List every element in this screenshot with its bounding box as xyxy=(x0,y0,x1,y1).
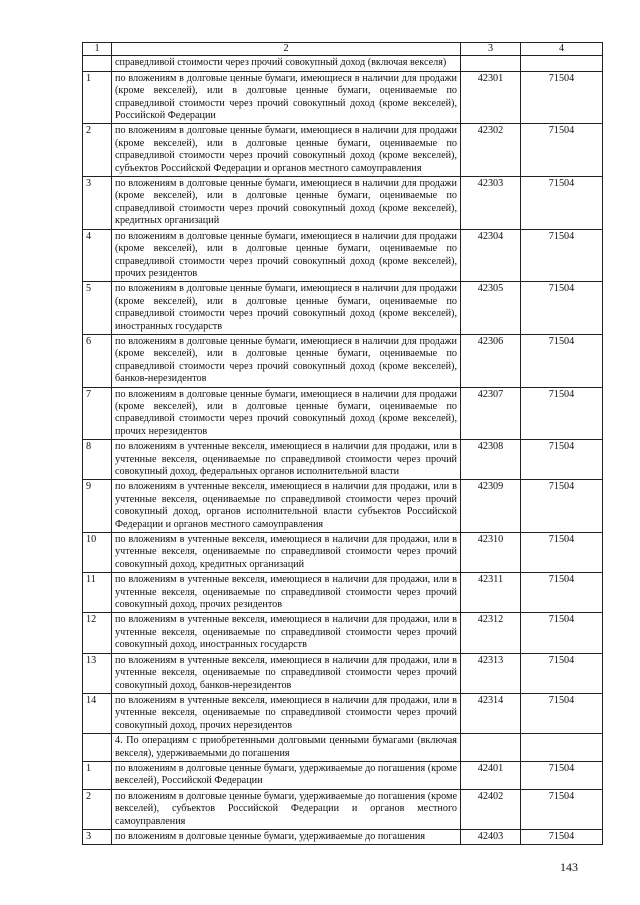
table-row xyxy=(83,789,603,829)
row-number-cell: 14 xyxy=(83,693,112,733)
account-code-cell: 42314 xyxy=(461,693,521,733)
column-header: 2 xyxy=(112,43,461,56)
account-code-cell: 42304 xyxy=(461,229,521,282)
row-number-cell: 6 xyxy=(83,334,112,387)
table-row xyxy=(83,613,603,653)
row-number-cell: 8 xyxy=(83,440,112,480)
symbol-code-cell: 71504 xyxy=(521,440,603,480)
description-cell: по вложениям в долговые ценные бумаги, имеющиеся в наличии для продажи (кроме векселей), или в долговые ценные бумаги, оцениваемые по справедливой стоимости через прочий совокупный доход (кроме векселей), субъектов Российской Федерации и органов местного самоуправления xyxy=(112,124,461,177)
symbol-code-cell: 71504 xyxy=(521,71,603,124)
symbol-code-cell: 71504 xyxy=(521,653,603,693)
account-code-cell: 42311 xyxy=(461,573,521,613)
table-row xyxy=(83,440,603,480)
description-cell: по вложениям в учтенные векселя, имеющиеся в наличии для продажи, или в учтенные векселя, оцениваемые по справедливой стоимости через прочий совокупный доход, прочих нерезидентов xyxy=(112,693,461,733)
row-number-cell xyxy=(83,734,112,762)
symbol-code-cell xyxy=(521,734,603,762)
row-number-cell: 4 xyxy=(83,229,112,282)
symbol-code-cell: 71504 xyxy=(521,533,603,573)
account-code-cell xyxy=(461,56,521,71)
row-number-cell: 12 xyxy=(83,613,112,653)
account-code-cell: 42302 xyxy=(461,124,521,177)
row-number-cell: 3 xyxy=(83,177,112,230)
column-header: 3 xyxy=(461,43,521,56)
table-row xyxy=(83,124,603,177)
description-cell: по вложениям в долговые ценные бумаги, имеющиеся в наличии для продажи (кроме векселей), или в долговые ценные бумаги, оцениваемые по справедливой стоимости через прочий совокупный доход (кроме векселей), кредитных организаций xyxy=(112,177,461,230)
description-cell: по вложениям в учтенные векселя, имеющиеся в наличии для продажи, или в учтенные векселя, оцениваемые по справедливой стоимости через прочий совокупный доход, иностранных государств xyxy=(112,613,461,653)
symbol-code-cell: 71504 xyxy=(521,693,603,733)
row-number-cell: 2 xyxy=(83,789,112,829)
description-cell: по вложениям в долговые ценные бумаги, имеющиеся в наличии для продажи (кроме векселей), или в долговые ценные бумаги, оцениваемые по справедливой стоимости через прочий совокупный доход (кроме векселей), Российской Федерации xyxy=(112,71,461,124)
table-body xyxy=(83,56,603,845)
account-code-cell: 42313 xyxy=(461,653,521,693)
symbol-code-cell: 71504 xyxy=(521,334,603,387)
description-cell: по вложениям в учтенные векселя, имеющиеся в наличии для продажи, или в учтенные векселя, оцениваемые по справедливой стоимости через прочий совокупный доход, прочих резидентов xyxy=(112,573,461,613)
row-number-cell: 5 xyxy=(83,282,112,335)
description-cell: по вложениям в долговые ценные бумаги, имеющиеся в наличии для продажи (кроме векселей), или в долговые ценные бумаги, оцениваемые по справедливой стоимости через прочий совокупный доход (кроме векселей), банков-нерезидентов xyxy=(112,334,461,387)
description-cell: по вложениям в долговые ценные бумаги, имеющиеся в наличии для продажи (кроме векселей), или в долговые ценные бумаги, оцениваемые по справедливой стоимости через прочий совокупный доход (кроме векселей), прочих нерезидентов xyxy=(112,387,461,440)
table-row xyxy=(83,533,603,573)
column-header: 4 xyxy=(521,43,603,56)
account-code-cell: 42402 xyxy=(461,789,521,829)
description-cell: 4. По операциям с приобретенными долговыми ценными бумагами (включая векселя), удерживаемыми до погашения xyxy=(112,734,461,762)
description-cell: по вложениям в учтенные векселя, имеющиеся в наличии для продажи, или в учтенные векселя, оцениваемые по справедливой стоимости через прочий совокупный доход, органов исполнительной власти субъектов Российской Федерации и органов местного самоуправления xyxy=(112,480,461,533)
description-cell: по вложениям в учтенные векселя, имеющиеся в наличии для продажи, или в учтенные векселя, оцениваемые по справедливой стоимости через прочий совокупный доход, федеральных органов исполнительной власти xyxy=(112,440,461,480)
symbol-code-cell: 71504 xyxy=(521,789,603,829)
account-code-cell: 42301 xyxy=(461,71,521,124)
symbol-code-cell: 71504 xyxy=(521,282,603,335)
symbol-code-cell: 71504 xyxy=(521,573,603,613)
symbol-code-cell: 71504 xyxy=(521,177,603,230)
section-heading-row xyxy=(83,734,603,762)
table-row xyxy=(83,480,603,533)
table-row xyxy=(83,334,603,387)
description-cell: по вложениям в учтенные векселя, имеющиеся в наличии для продажи, или в учтенные векселя, оцениваемые по справедливой стоимости через прочий совокупный доход, кредитных организаций xyxy=(112,533,461,573)
account-code-cell: 42312 xyxy=(461,613,521,653)
table-row xyxy=(83,829,603,844)
description-cell: справедливой стоимости через прочий совокупный доход (включая векселя) xyxy=(112,56,461,71)
symbol-code-cell xyxy=(521,56,603,71)
symbol-code-cell: 71504 xyxy=(521,829,603,844)
table-row xyxy=(83,387,603,440)
table-row xyxy=(83,71,603,124)
table-row xyxy=(83,573,603,613)
row-number-cell: 13 xyxy=(83,653,112,693)
account-code-cell: 42306 xyxy=(461,334,521,387)
description-cell: по вложениям в долговые ценные бумаги, имеющиеся в наличии для продажи (кроме векселей), или в долговые ценные бумаги, оцениваемые по справедливой стоимости через прочий совокупный доход (кроме векселей), прочих резидентов xyxy=(112,229,461,282)
row-number-cell: 7 xyxy=(83,387,112,440)
symbol-code-cell: 71504 xyxy=(521,124,603,177)
symbol-code-cell: 71504 xyxy=(521,229,603,282)
symbol-code-cell: 71504 xyxy=(521,387,603,440)
row-number-cell: 1 xyxy=(83,761,112,789)
table-row xyxy=(83,229,603,282)
row-number-cell: 2 xyxy=(83,124,112,177)
account-code-cell: 42401 xyxy=(461,761,521,789)
account-code-cell: 42403 xyxy=(461,829,521,844)
column-header: 1 xyxy=(83,43,112,56)
description-cell: по вложениям в долговые ценные бумаги, удерживаемые до погашения (кроме векселей), Российской Федерации xyxy=(112,761,461,789)
description-cell: по вложениям в долговые ценные бумаги, удерживаемые до погашения xyxy=(112,829,461,844)
description-cell: по вложениям в долговые ценные бумаги, удерживаемые до погашения (кроме векселей), субъектов Российской Федерации и органов местного самоуправления xyxy=(112,789,461,829)
section-heading-row xyxy=(83,56,603,71)
account-code-cell: 42303 xyxy=(461,177,521,230)
accounts-table xyxy=(82,42,603,845)
account-code-cell: 42308 xyxy=(461,440,521,480)
row-number-cell: 1 xyxy=(83,71,112,124)
account-code-cell: 42310 xyxy=(461,533,521,573)
table-row xyxy=(83,653,603,693)
row-number-cell: 3 xyxy=(83,829,112,844)
table-header-row xyxy=(83,43,603,56)
description-cell: по вложениям в учтенные векселя, имеющиеся в наличии для продажи, или в учтенные векселя, оцениваемые по справедливой стоимости через прочий совокупный доход, банков-нерезидентов xyxy=(112,653,461,693)
account-code-cell xyxy=(461,734,521,762)
account-code-cell: 42307 xyxy=(461,387,521,440)
row-number-cell: 11 xyxy=(83,573,112,613)
row-number-cell: 9 xyxy=(83,480,112,533)
table-row xyxy=(83,282,603,335)
symbol-code-cell: 71504 xyxy=(521,761,603,789)
symbol-code-cell: 71504 xyxy=(521,480,603,533)
row-number-cell xyxy=(83,56,112,71)
table-row xyxy=(83,177,603,230)
account-code-cell: 42309 xyxy=(461,480,521,533)
symbol-code-cell: 71504 xyxy=(521,613,603,653)
page-number: 143 xyxy=(560,860,578,874)
table-row xyxy=(83,761,603,789)
table-row xyxy=(83,693,603,733)
account-code-cell: 42305 xyxy=(461,282,521,335)
row-number-cell: 10 xyxy=(83,533,112,573)
description-cell: по вложениям в долговые ценные бумаги, имеющиеся в наличии для продажи (кроме векселей), или в долговые ценные бумаги, оцениваемые по справедливой стоимости через прочий совокупный доход (кроме векселей), иностранных государств xyxy=(112,282,461,335)
